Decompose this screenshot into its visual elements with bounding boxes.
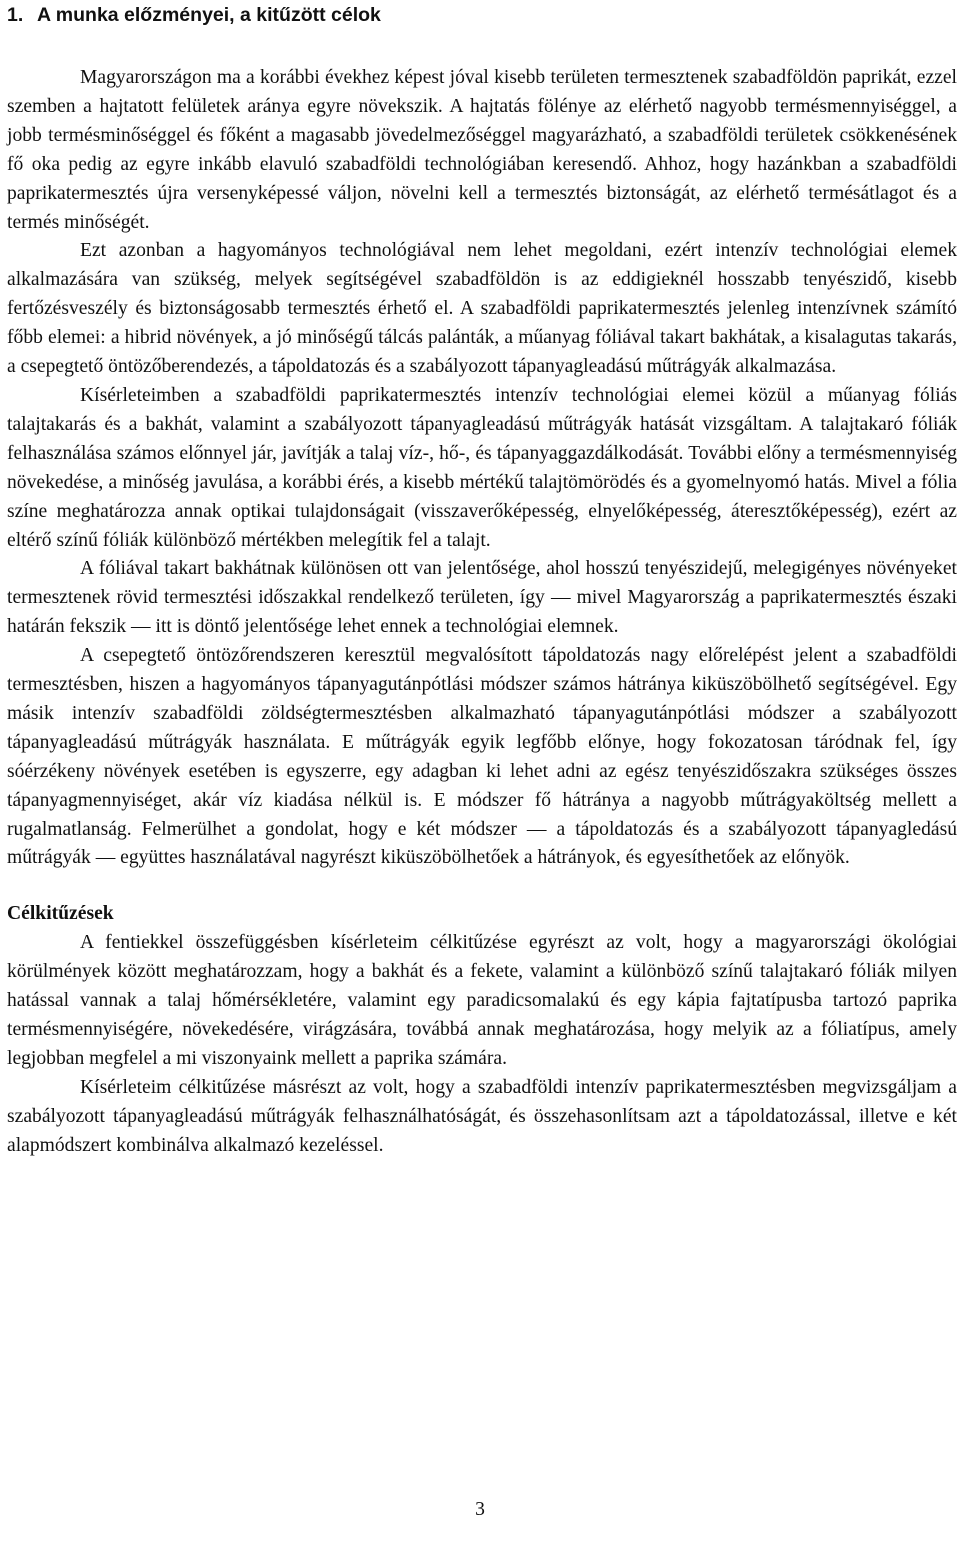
paragraph: A fóliával takart bakhátnak különösen ott van jelentősége, ahol hosszú tenyészidejű, melegigényes növényeket termesztenek rövid termesztési időszakkal rendelkező területen, így — mivel Magyarország a paprikatermesztés északi határán fekszik — itt is döntő jelentősége lehet ennek a technológiai elemnek. bbox=[7, 558, 957, 638]
paragraph: Magyarországon ma a korábbi évekhez képest jóval kisebb területen termesztenek szabadföldön paprikát, ezzel szemben a hajtatott felületek aránya egyre növekszik. A hajtatás fölénye az elérhető nagyobb termésmennyiséggel, a jobb termésminőséggel és főként a magasabb jövedelmezőséggel magyarázható, a szabadföldi területek csökkenésének fő oka pedig az egyre inkább elavuló szabadföldi technológiában keresendő. Ahhoz, hogy hazánkban a szabadföldi paprikatermesztés újra versenyképessé váljon, növelni kell a termesztés biztonságát, az elérhető termésátlagot és a termés minőségét. bbox=[7, 67, 957, 233]
body-text bbox=[7, 64, 957, 1161]
goals-paragraph: Kísérleteim célkitűzése másrészt az volt, hogy a szabadföldi intenzív paprikatermesztésben megvizsgáljam a szabályozott tápanyagleadású műtrágyák felhasználhatóságát, és összehasonlítsam azt a tápoldatozással, illetve e két alapmódszert kombinálva alkalmazó kezeléssel. bbox=[7, 1076, 957, 1156]
goals-paragraph: A fentiekkel összefüggésben kísérleteim célkitűzése egyrészt az volt, hogy a magyarországi ökológiai körülmények között meghatározzam, hogy a bakhát és a fekete, valamint a különböző színű talajtakaró fóliák milyen hatással vannak a talaj hőmérsékletére, valamint egy paradicsomalakú és egy kápia fajtatípusba tartozó paprika termésmennyiségére, növekedésére, virágzására, továbbá annak meghatározása, hogy melyik az a fóliatípus, amely legjobban megfelel a mi viszonyaink mellett a paprika számára. bbox=[7, 932, 957, 1069]
page-number: 3 bbox=[475, 1499, 485, 1520]
section-number: 1. bbox=[7, 4, 24, 26]
paragraph: Ezt azonban a hagyományos technológiával nem lehet megoldani, ezért intenzív technológiai elemek alkalmazására van szükség, melyek segítségével szabadföldön is az eddigieknél hosszabb tenyészidő, kisebb fertőzésveszély és biztonságosabb termesztés érhető el. A szabadföldi paprikatermesztés jelenleg intenzívnek számító főbb elemei: a hibrid növények, a jó minőségű tálcás palánták, a műanyag fóliával takart bakhátak, a kisalagutas takarás, a csepegtető öntözőberendezés, a tápoldatozás és a szabályozott tápanyagleadású műtrágyák alkalmazása. bbox=[7, 240, 957, 378]
section-heading bbox=[7, 2, 381, 28]
section-title: A munka előzményei, a kitűzött célok bbox=[37, 4, 381, 26]
paragraph: A csepegtető öntözőrendszeren keresztül megvalósított tápoldatozás nagy előrelépést jelent a szabadföldi termesztésben, hiszen a hagyományos tápanyagutánpótlási módszer számos hátránya kiküszöbölhető segítségével. Egy másik intenzív szabadföldi zöldségtermesztésben alkalmazható tápanyagutánpótlási módszer a szabályozott tápanyagleadású műtrágyák használata. E műtrágyák egyik legfőbb előnye, hogy fokozatosan táródnak fel, így sóérzékeny növények esetében is egyszerre, egy adagban ki lehet adni az egész tenyészidőszakra szükséges összes tápanyagmennyiséget, akár víz kiadása nélkül is. E módszer fő hátránya a nagyobb műtrágyaköltség mellett a rugalmatlanság. Felmerülhet a gondolat, hogy e két módszer — a tápoldatozás és a szabályozott tápanyagledású műtrágyák — együttes használatával nagyrészt kiküszöbölhetőek a hátrányok, és egyesíthetőek az előnyök. bbox=[7, 645, 957, 869]
paragraph: Kísérleteimben a szabadföldi paprikatermesztés intenzív technológiai elemei közül a műanyag fóliás talajtakarás és a bakhát, valamint a szabályozott tápanyagleadású műtrágyák hatását vizsgáltam. A talajtakaró fóliák felhasználása számos előnnyel jár, javítják a talaj víz-, hő-, és tápanyaggazdálkodását. További előny a termésmennyiség növekedése, a minőség javulása, a korábbi érés, a kisebb mértékű talajtömörödés és a gyomelnyomó hatás. Mivel a fólia színe meghatározza annak optikai tulajdonságait (visszaverőképesség, elnyelőképesség, áteresztőképesség), ezért az eltérő színű fóliák különböző mértékben melegítik fel a talajt. bbox=[7, 384, 957, 551]
goals-heading: Célkitűzések bbox=[7, 903, 114, 925]
